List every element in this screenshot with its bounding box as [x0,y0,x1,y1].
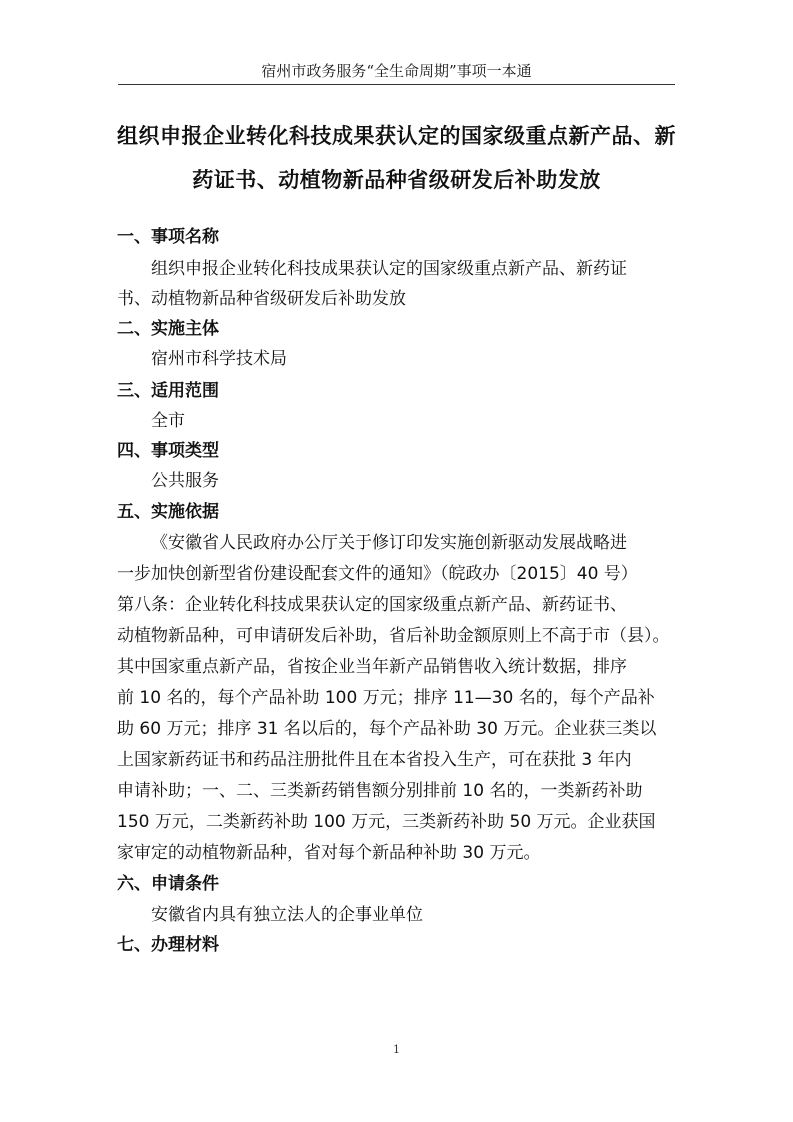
conditions-text: 安徽省内具有独立法人的企事业单位 [151,905,423,925]
legal-basis-line: 申请补助；一、二、三类新药销售额分别排前 10 名的，一类新药补助 [117,781,643,801]
section-heading-item-name: 一、事项名称 [117,227,219,247]
legal-basis-line: 其中国家重点新产品，省按企业当年新产品销售收入统计数据，排序 [117,657,627,677]
scope-text: 全市 [151,411,185,431]
legal-basis-line: 一步加快创新型省份建设配套文件的通知》（皖政办〔2015〕40 号） [117,564,638,584]
section-heading-implementing-body: 二、实施主体 [117,319,219,339]
item-name-line-2: 书、动植物新品种省级研发后补助发放 [117,289,406,309]
page-header: 宿州市政务服务“全生命周期”事项一本通 [261,62,532,80]
legal-basis-line: 《安徽省人民政府办公厅关于修订印发实施创新驱动发展战略进 [151,533,627,553]
header-rule [118,84,675,85]
section-heading-legal-basis: 五、实施依据 [117,502,219,522]
document-title-line-2: 药证书、动植物新品种省级研发后补助发放 [192,168,601,192]
legal-basis-line: 家审定的动植物新品种，省对每个新品种补助 30 万元。 [117,843,541,863]
section-heading-conditions: 六、申请条件 [117,874,219,894]
section-heading-scope: 三、适用范围 [117,381,219,401]
legal-basis-line: 动植物新品种，可申请研发后补助，省后补助金额原则上不高于市（县）。 [117,626,670,646]
legal-basis-line: 上国家新药证书和药品注册批件且在本省投入生产，可在获批 3 年内 [117,750,632,770]
item-name-line-1: 组织申报企业转化科技成果获认定的国家级重点新产品、新药证 [151,259,627,279]
section-heading-materials: 七、办理材料 [117,935,219,955]
document-title-line-1: 组织申报企业转化科技成果获认定的国家级重点新产品、新 [117,124,676,148]
legal-basis-line: 150 万元，二类新药补助 100 万元，三类新药补助 50 万元。企业获国 [117,812,656,832]
section-heading-item-type: 四、事项类型 [117,441,219,461]
legal-basis-line: 助 60 万元；排序 31 名以后的，每个产品补助 30 万元。企业获三类以 [117,719,657,739]
legal-basis-line: 第八条：企业转化科技成果获认定的国家级重点新产品、新药证书、 [117,595,627,615]
legal-basis-line: 前 10 名的，每个产品补助 100 万元；排序 11—30 名的，每个产品补 [117,688,655,708]
page-number: 1 [393,1043,400,1056]
item-type-text: 公共服务 [151,471,219,491]
implementing-body-text: 宿州市科学技术局 [151,349,287,369]
